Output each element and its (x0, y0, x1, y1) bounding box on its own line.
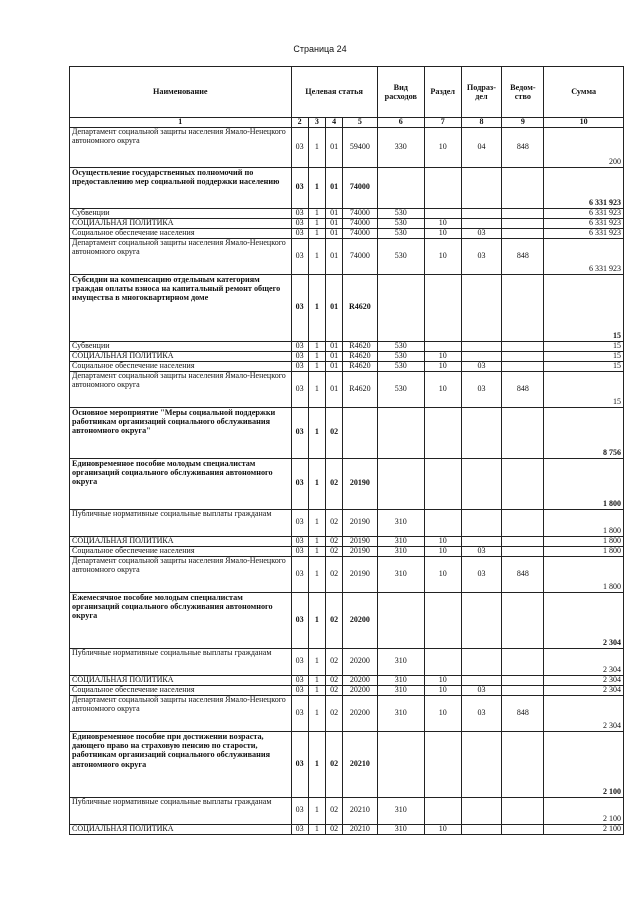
table-row (70, 685, 624, 695)
cell-subprogram: 1 (308, 648, 325, 675)
cell-sum: 1 800 (544, 536, 624, 546)
cell-expense-type: 310 (377, 556, 424, 592)
cell-event: 01 (325, 208, 342, 218)
cell-direction: R4620 (343, 361, 377, 371)
cell-sum: 1 800 (544, 546, 624, 556)
cell-event: 02 (325, 407, 342, 458)
cell-department (502, 218, 544, 228)
table-row (70, 371, 624, 407)
cell-event: 02 (325, 536, 342, 546)
cell-department (502, 341, 544, 351)
table-row (70, 695, 624, 731)
col-header-sum: Сумма (544, 67, 624, 118)
cell-program: 03 (291, 546, 308, 556)
cell-expense-type: 530 (377, 351, 424, 361)
cell-section: 10 (424, 228, 461, 238)
cell-name: Публичные нормативные социальные выплаты гражданам (70, 797, 292, 824)
cell-department (502, 509, 544, 536)
cell-subsection (461, 351, 502, 361)
cell-name: Основное мероприятие "Меры социальной поддержки работникам организаций социального обслуживания автономного округа" (70, 407, 292, 458)
table-row (70, 167, 624, 208)
cell-event: 01 (325, 167, 342, 208)
cell-department (502, 797, 544, 824)
cell-sum: 2 304 (544, 685, 624, 695)
col-header-section: Раздел (424, 67, 461, 118)
cell-event: 01 (325, 361, 342, 371)
table-row (70, 238, 624, 274)
cell-program: 03 (291, 351, 308, 361)
cell-section: 10 (424, 695, 461, 731)
cell-program: 03 (291, 371, 308, 407)
cell-sum: 1 800 (544, 458, 624, 509)
cell-section: 10 (424, 556, 461, 592)
cell-program: 03 (291, 208, 308, 218)
cell-direction: 59400 (343, 127, 377, 167)
cell-section (424, 648, 461, 675)
cell-section (424, 208, 461, 218)
cell-event: 01 (325, 371, 342, 407)
cell-direction: 74000 (343, 167, 377, 208)
cell-subsection (461, 407, 502, 458)
cell-expense-type: 530 (377, 361, 424, 371)
cell-event: 02 (325, 824, 342, 834)
cell-department (502, 407, 544, 458)
cell-direction: 20200 (343, 592, 377, 648)
cell-name: Субвенции (70, 341, 292, 351)
cell-program: 03 (291, 458, 308, 509)
cell-program: 03 (291, 695, 308, 731)
cell-name: Департамент социальной защиты населения Ямало-Ненецкого автономного округа (70, 695, 292, 731)
cell-section: 10 (424, 127, 461, 167)
col-number: 1 (70, 118, 292, 128)
col-number: 9 (502, 118, 544, 128)
cell-program: 03 (291, 556, 308, 592)
cell-section (424, 509, 461, 536)
table-row (70, 458, 624, 509)
cell-subprogram: 1 (308, 208, 325, 218)
cell-event: 01 (325, 274, 342, 341)
cell-program: 03 (291, 361, 308, 371)
cell-department: 848 (502, 371, 544, 407)
cell-subprogram: 1 (308, 407, 325, 458)
cell-direction: 20190 (343, 556, 377, 592)
cell-section: 10 (424, 536, 461, 546)
cell-program: 03 (291, 536, 308, 546)
cell-program: 03 (291, 648, 308, 675)
cell-program: 03 (291, 167, 308, 208)
cell-department: 848 (502, 238, 544, 274)
col-number: 7 (424, 118, 461, 128)
table-row (70, 797, 624, 824)
cell-subprogram: 1 (308, 731, 325, 797)
col-number: 3 (308, 118, 325, 128)
cell-subsection (461, 824, 502, 834)
cell-direction: R4620 (343, 351, 377, 361)
cell-section: 10 (424, 675, 461, 685)
cell-subsection (461, 648, 502, 675)
cell-subprogram: 1 (308, 797, 325, 824)
cell-program: 03 (291, 274, 308, 341)
cell-sum: 2 100 (544, 731, 624, 797)
cell-department (502, 208, 544, 218)
cell-name: Субвенции (70, 208, 292, 218)
cell-program: 03 (291, 341, 308, 351)
cell-name: Публичные нормативные социальные выплаты гражданам (70, 509, 292, 536)
table-row (70, 361, 624, 371)
cell-subsection: 04 (461, 127, 502, 167)
cell-section: 10 (424, 351, 461, 361)
cell-program: 03 (291, 675, 308, 685)
cell-expense-type (377, 731, 424, 797)
cell-subprogram: 1 (308, 675, 325, 685)
cell-sum: 2 100 (544, 797, 624, 824)
cell-direction: 20210 (343, 824, 377, 834)
cell-department (502, 351, 544, 361)
cell-event: 02 (325, 695, 342, 731)
cell-subprogram: 1 (308, 458, 325, 509)
cell-department (502, 685, 544, 695)
cell-sum: 200 (544, 127, 624, 167)
cell-name: Публичные нормативные социальные выплаты гражданам (70, 648, 292, 675)
cell-subsection (461, 208, 502, 218)
table-row (70, 824, 624, 834)
col-header-target: Целевая статья (291, 67, 377, 118)
cell-sum: 6 331 923 (544, 228, 624, 238)
cell-subprogram: 1 (308, 341, 325, 351)
cell-program: 03 (291, 731, 308, 797)
cell-event: 01 (325, 127, 342, 167)
cell-department (502, 675, 544, 685)
cell-section (424, 458, 461, 509)
cell-subsection (461, 731, 502, 797)
cell-name: СОЦИАЛЬНАЯ ПОЛИТИКА (70, 675, 292, 685)
cell-subprogram: 1 (308, 361, 325, 371)
cell-event: 02 (325, 648, 342, 675)
column-number-row (70, 118, 624, 128)
cell-name: СОЦИАЛЬНАЯ ПОЛИТИКА (70, 824, 292, 834)
cell-subsection (461, 458, 502, 509)
cell-program: 03 (291, 824, 308, 834)
cell-subprogram: 1 (308, 556, 325, 592)
cell-subsection: 03 (461, 371, 502, 407)
cell-sum: 2 304 (544, 695, 624, 731)
page-number-label: Страница 24 (293, 44, 347, 54)
cell-expense-type: 310 (377, 685, 424, 695)
cell-expense-type: 310 (377, 509, 424, 536)
cell-event: 01 (325, 238, 342, 274)
cell-department (502, 824, 544, 834)
cell-expense-type: 310 (377, 695, 424, 731)
table-row (70, 351, 624, 361)
cell-name: Субсидии на компенсацию отдельным категориям граждан оплаты взноса на капитальный ремонт общего имущества в многоквартирном доме (70, 274, 292, 341)
cell-sum: 2 304 (544, 675, 624, 685)
col-number: 5 (343, 118, 377, 128)
cell-sum: 8 756 (544, 407, 624, 458)
col-header-department: Ведом-ство (502, 67, 544, 118)
cell-subsection (461, 509, 502, 536)
table-row (70, 208, 624, 218)
cell-direction: 20190 (343, 458, 377, 509)
table-row (70, 274, 624, 341)
cell-subsection: 03 (461, 361, 502, 371)
cell-subprogram: 1 (308, 167, 325, 208)
cell-sum: 15 (544, 341, 624, 351)
cell-subsection: 03 (461, 546, 502, 556)
cell-sum: 6 331 923 (544, 238, 624, 274)
cell-section: 10 (424, 361, 461, 371)
table-row (70, 592, 624, 648)
cell-expense-type: 530 (377, 228, 424, 238)
cell-section: 10 (424, 371, 461, 407)
cell-name: Социальное обеспечение населения (70, 361, 292, 371)
cell-event: 02 (325, 731, 342, 797)
cell-name: СОЦИАЛЬНАЯ ПОЛИТИКА (70, 351, 292, 361)
cell-department (502, 536, 544, 546)
cell-subsection: 03 (461, 238, 502, 274)
cell-program: 03 (291, 592, 308, 648)
cell-name: Единовременное пособие при достижении возраста, дающего право на страховую пенсию по старости, работникам организаций социального обслуживания автономного округа (70, 731, 292, 797)
cell-program: 03 (291, 218, 308, 228)
cell-direction: 74000 (343, 218, 377, 228)
table-row (70, 675, 624, 685)
cell-direction: R4620 (343, 274, 377, 341)
cell-sum: 15 (544, 274, 624, 341)
cell-expense-type: 530 (377, 218, 424, 228)
cell-department (502, 648, 544, 675)
cell-sum: 1 800 (544, 556, 624, 592)
cell-sum: 2 304 (544, 592, 624, 648)
cell-name: Осуществление государственных полномочий по предоставлению мер социальной поддержки населению (70, 167, 292, 208)
col-header-name: Наименование (70, 67, 292, 118)
cell-subprogram: 1 (308, 274, 325, 341)
cell-direction: 20200 (343, 648, 377, 675)
cell-section (424, 592, 461, 648)
cell-department (502, 361, 544, 371)
cell-expense-type: 310 (377, 824, 424, 834)
cell-program: 03 (291, 685, 308, 695)
cell-event: 01 (325, 341, 342, 351)
cell-expense-type: 310 (377, 648, 424, 675)
cell-subsection: 03 (461, 695, 502, 731)
cell-department (502, 546, 544, 556)
cell-program: 03 (291, 407, 308, 458)
cell-subprogram: 1 (308, 127, 325, 167)
table-row (70, 731, 624, 797)
cell-event: 01 (325, 228, 342, 238)
cell-subprogram: 1 (308, 685, 325, 695)
cell-subprogram: 1 (308, 351, 325, 361)
cell-direction: R4620 (343, 371, 377, 407)
cell-section (424, 797, 461, 824)
cell-sum: 15 (544, 371, 624, 407)
cell-sum: 6 331 923 (544, 218, 624, 228)
cell-expense-type: 530 (377, 238, 424, 274)
col-number: 2 (291, 118, 308, 128)
cell-sum: 2 100 (544, 824, 624, 834)
cell-name: Единовременное пособие молодым специалистам организаций социального обслуживания автономного округа (70, 458, 292, 509)
cell-program: 03 (291, 797, 308, 824)
cell-sum: 6 331 923 (544, 208, 624, 218)
cell-program: 03 (291, 127, 308, 167)
col-header-expense-type: Вид расходов (377, 67, 424, 118)
cell-expense-type: 330 (377, 127, 424, 167)
cell-subprogram: 1 (308, 218, 325, 228)
table-row (70, 407, 624, 458)
cell-name: Ежемесячное пособие молодым специалистам организаций социального обслуживания автономного округа (70, 592, 292, 648)
table-body (70, 127, 624, 834)
col-header-subsection: Подраз-дел (461, 67, 502, 118)
cell-direction: 20200 (343, 695, 377, 731)
cell-subprogram: 1 (308, 592, 325, 648)
cell-name: Социальное обеспечение населения (70, 546, 292, 556)
cell-subsection (461, 536, 502, 546)
table-row (70, 509, 624, 536)
cell-department (502, 274, 544, 341)
cell-direction: 20210 (343, 731, 377, 797)
cell-subprogram: 1 (308, 536, 325, 546)
col-number: 4 (325, 118, 342, 128)
cell-program: 03 (291, 228, 308, 238)
cell-name: СОЦИАЛЬНАЯ ПОЛИТИКА (70, 536, 292, 546)
cell-event: 02 (325, 546, 342, 556)
cell-subprogram: 1 (308, 228, 325, 238)
cell-expense-type (377, 274, 424, 341)
cell-department: 848 (502, 556, 544, 592)
cell-expense-type: 530 (377, 208, 424, 218)
cell-name: Департамент социальной защиты населения Ямало-Ненецкого автономного округа (70, 238, 292, 274)
cell-expense-type: 530 (377, 371, 424, 407)
cell-department: 848 (502, 127, 544, 167)
cell-section (424, 407, 461, 458)
cell-event: 02 (325, 458, 342, 509)
cell-direction: 20190 (343, 509, 377, 536)
cell-name: Департамент социальной защиты населения Ямало-Ненецкого автономного округа (70, 556, 292, 592)
cell-event: 02 (325, 685, 342, 695)
table-row (70, 228, 624, 238)
cell-direction: 20200 (343, 685, 377, 695)
cell-department (502, 228, 544, 238)
cell-expense-type (377, 592, 424, 648)
col-number: 10 (544, 118, 624, 128)
cell-section: 10 (424, 238, 461, 274)
cell-direction: 20190 (343, 536, 377, 546)
cell-department (502, 458, 544, 509)
table-row (70, 536, 624, 546)
cell-event: 01 (325, 351, 342, 361)
cell-subprogram: 1 (308, 695, 325, 731)
cell-expense-type (377, 458, 424, 509)
table-row (70, 556, 624, 592)
cell-subsection (461, 592, 502, 648)
cell-department (502, 731, 544, 797)
cell-subprogram: 1 (308, 371, 325, 407)
cell-section (424, 731, 461, 797)
cell-section: 10 (424, 685, 461, 695)
cell-sum: 15 (544, 351, 624, 361)
cell-program: 03 (291, 238, 308, 274)
table-row (70, 341, 624, 351)
cell-event: 01 (325, 218, 342, 228)
table-row (70, 648, 624, 675)
cell-sum: 1 800 (544, 509, 624, 536)
cell-name: Департамент социальной защиты населения Ямало-Ненецкого автономного округа (70, 127, 292, 167)
col-number: 6 (377, 118, 424, 128)
cell-name: СОЦИАЛЬНАЯ ПОЛИТИКА (70, 218, 292, 228)
cell-expense-type: 310 (377, 675, 424, 685)
cell-sum: 2 304 (544, 648, 624, 675)
cell-event: 02 (325, 797, 342, 824)
cell-subprogram: 1 (308, 509, 325, 536)
budget-table (69, 66, 624, 835)
cell-name: Социальное обеспечение населения (70, 228, 292, 238)
cell-name: Департамент социальной защиты населения Ямало-Ненецкого автономного округа (70, 371, 292, 407)
cell-subprogram: 1 (308, 824, 325, 834)
cell-event: 02 (325, 675, 342, 685)
cell-department: 848 (502, 695, 544, 731)
table-row (70, 127, 624, 167)
cell-program: 03 (291, 509, 308, 536)
cell-subsection (461, 218, 502, 228)
cell-subsection: 03 (461, 228, 502, 238)
cell-department (502, 167, 544, 208)
cell-subprogram: 1 (308, 238, 325, 274)
header-row (70, 67, 624, 118)
cell-expense-type (377, 407, 424, 458)
cell-sum: 15 (544, 361, 624, 371)
cell-section: 10 (424, 218, 461, 228)
cell-subsection (461, 341, 502, 351)
cell-subsection (461, 274, 502, 341)
cell-expense-type: 530 (377, 341, 424, 351)
cell-direction: 74000 (343, 208, 377, 218)
cell-event: 02 (325, 592, 342, 648)
cell-section (424, 274, 461, 341)
cell-event: 02 (325, 509, 342, 536)
cell-section: 10 (424, 546, 461, 556)
cell-name: Социальное обеспечение населения (70, 685, 292, 695)
cell-direction: R4620 (343, 341, 377, 351)
cell-subsection (461, 167, 502, 208)
cell-subsection (461, 675, 502, 685)
cell-direction: 20190 (343, 546, 377, 556)
col-number: 8 (461, 118, 502, 128)
cell-subsection: 03 (461, 556, 502, 592)
cell-direction (343, 407, 377, 458)
cell-section: 10 (424, 824, 461, 834)
table-row (70, 218, 624, 228)
cell-expense-type: 310 (377, 546, 424, 556)
cell-expense-type: 310 (377, 536, 424, 546)
cell-section (424, 167, 461, 208)
cell-direction: 74000 (343, 228, 377, 238)
cell-subprogram: 1 (308, 546, 325, 556)
cell-expense-type (377, 167, 424, 208)
cell-sum: 6 331 923 (544, 167, 624, 208)
cell-section (424, 341, 461, 351)
cell-subsection: 03 (461, 685, 502, 695)
cell-department (502, 592, 544, 648)
cell-subsection (461, 797, 502, 824)
cell-direction: 74000 (343, 238, 377, 274)
cell-direction: 20210 (343, 797, 377, 824)
cell-direction: 20200 (343, 675, 377, 685)
cell-expense-type: 310 (377, 797, 424, 824)
cell-event: 02 (325, 556, 342, 592)
table-row (70, 546, 624, 556)
